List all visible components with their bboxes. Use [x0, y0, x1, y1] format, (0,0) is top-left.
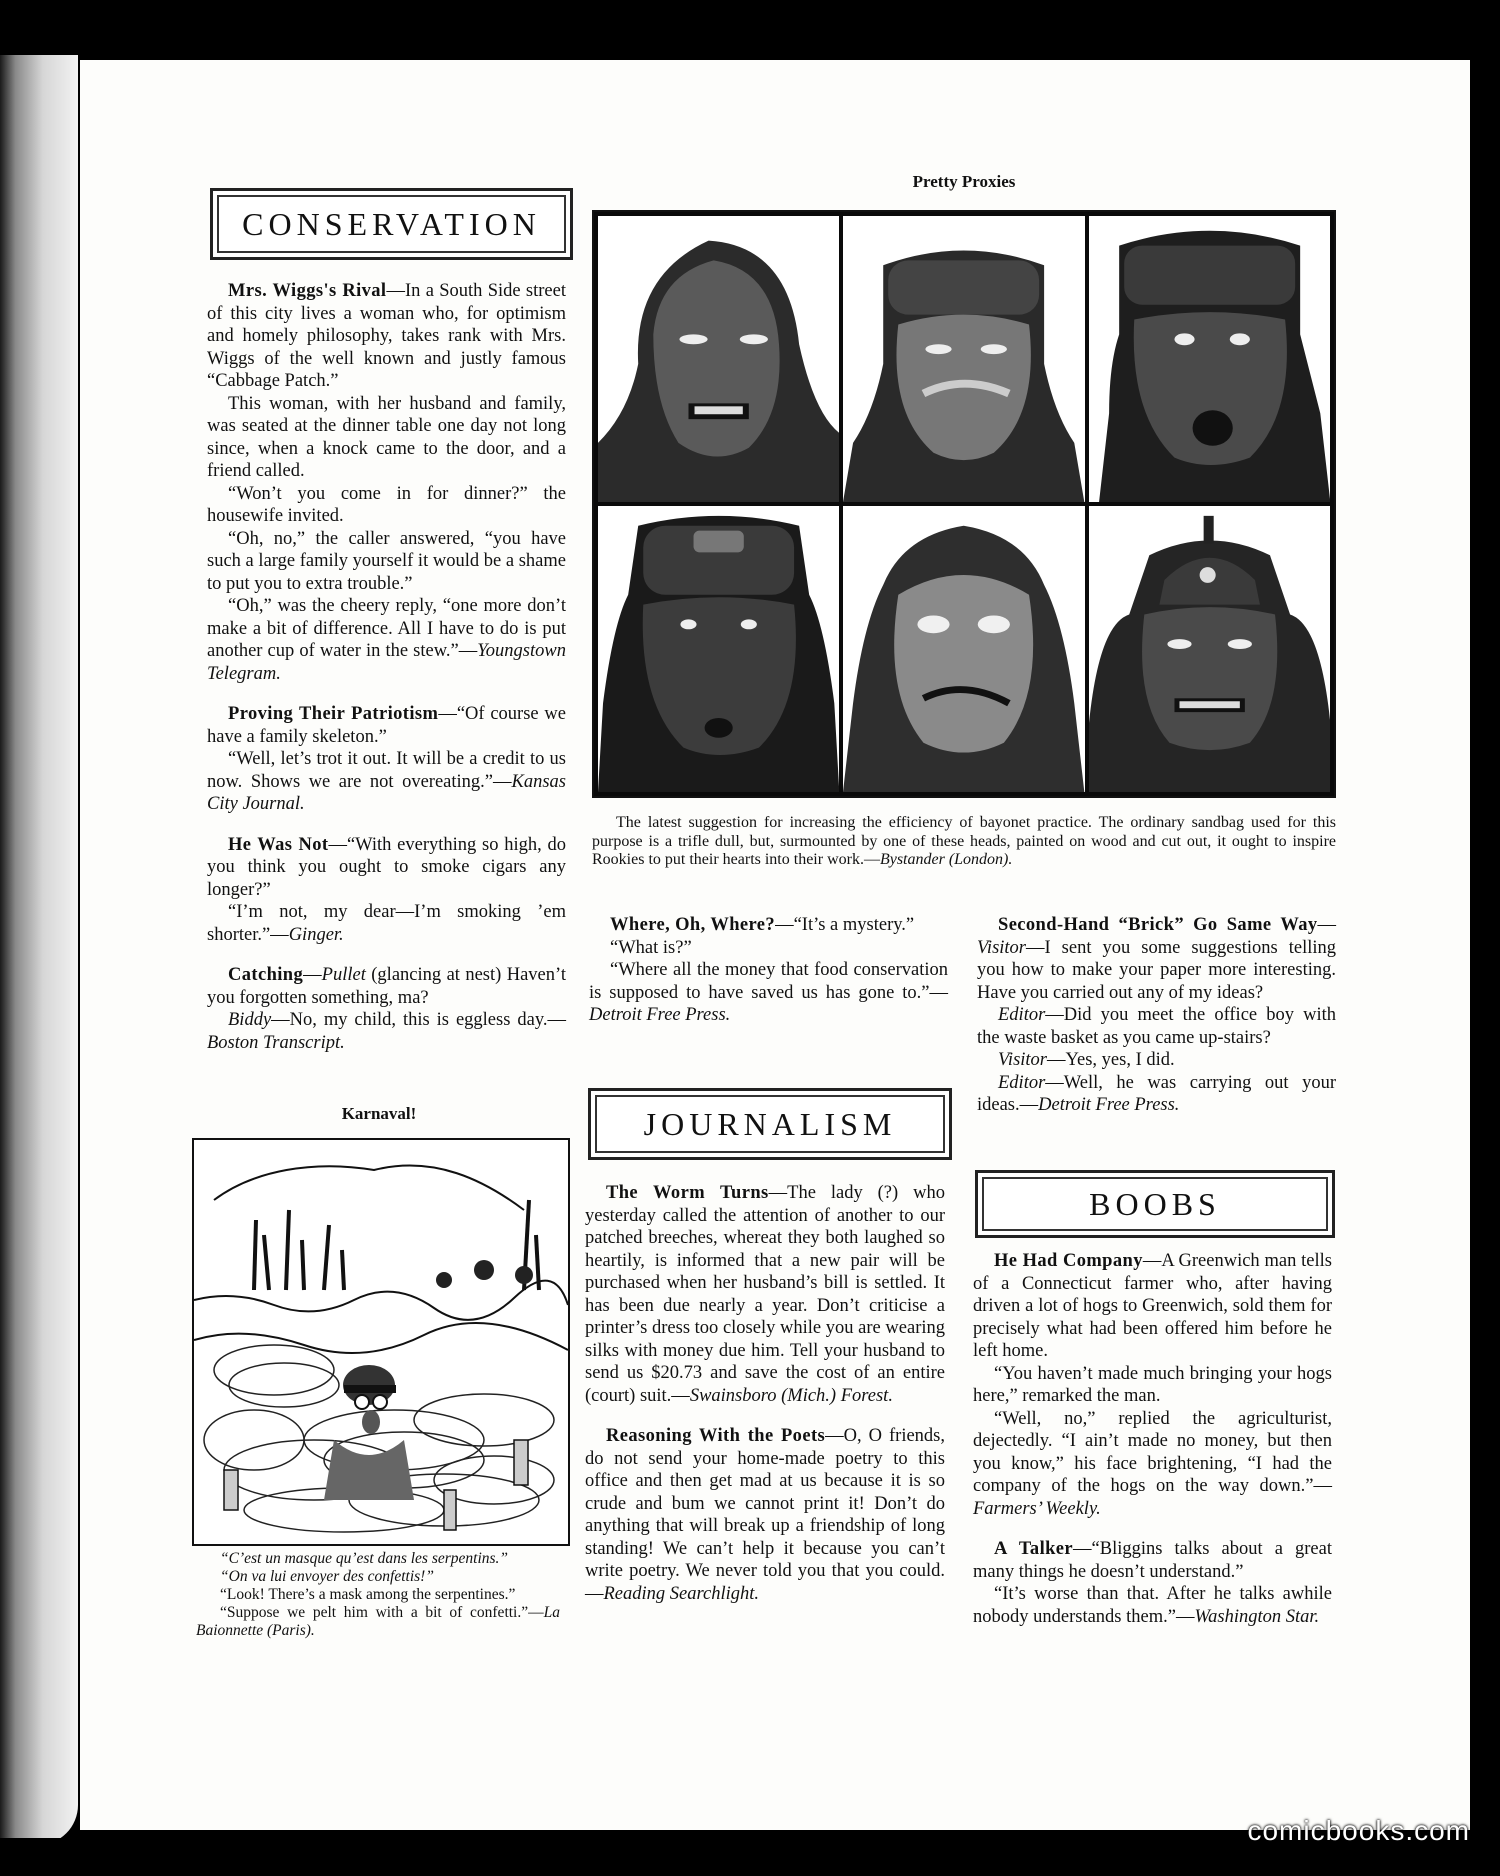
source-credit: Ginger.: [288, 924, 344, 945]
source-credit: Detroit Free Press.: [589, 1005, 731, 1025]
paragraph: “I’m not, my dear—I’m smoking ’em shorter.”—Ginger.: [207, 902, 566, 945]
source-credit: Washington Star.: [1194, 1606, 1320, 1627]
article-title: He Had Company: [994, 1251, 1143, 1271]
paragraph: “Oh, no,” the caller answered, “you have such a large family yourself it would be a shame to put you to extra trouble.”: [207, 528, 566, 594]
article-title: He Was Not: [228, 834, 329, 855]
paragraph: Editor—Well, he was carrying out your ideas.—Detroit Free Press.: [977, 1072, 1336, 1115]
karnaval-cartoon: [192, 1138, 570, 1546]
paragraph: “You haven’t made much bringing your hogs here,” remarked the man.: [973, 1363, 1332, 1406]
paragraph: “Well, no,” replied the agriculturist, dejectedly. “I ain’t made no money, but then you know,” his face brightening, “I had the company of the hogs on the way down.”—Farmers’ Weekly.: [973, 1408, 1332, 1519]
article-title: Proving Their Patriotism: [228, 704, 439, 724]
section-header-boobs: [975, 1170, 1335, 1238]
source-credit: Youngstown Telegram.: [207, 641, 566, 684]
paragraph: Editor—Did you meet the office boy with the waste basket as you came up-stairs?: [977, 1005, 1336, 1048]
karnaval-caption: “C’est un masque qu’est dans les serpentins.” “On va lui envoyer des confettis!” “Look! There’s a mask among the serpentines.” “Suppose we pelt him with a bit of confetti.”—La Baionnette (Paris).: [196, 1550, 560, 1639]
article-title: Where, Oh, Where?: [610, 915, 776, 935]
source-credit: Farmers’ Weekly.: [973, 1498, 1101, 1519]
paragraph: Biddy—No, my child, this is eggless day.—Boston Transcript.: [207, 1010, 566, 1053]
source-credit: La Baionnette (Paris).: [196, 1604, 560, 1639]
site-watermark: comicbooks.com: [1247, 1815, 1470, 1846]
article-title: Reasoning With the Poets: [606, 1426, 826, 1446]
photo-title: Pretty Proxies: [912, 172, 1016, 191]
section-title: JOURNALISM: [643, 1105, 897, 1142]
column-left: [207, 280, 566, 1054]
source-credit: Kansas City Journal.: [207, 771, 566, 814]
pretty-proxies-photos: [592, 210, 1336, 798]
column-right-lower: [973, 1250, 1332, 1628]
source-credit: Swainsboro (Mich.) Forest.: [689, 1385, 893, 1406]
proxy-head-3: [1089, 216, 1330, 502]
article-reasoning-with-poets: Reasoning With the Poets—O, O friends, do not send your home-made poetry to this office and then get mad at us because it is so crude and bum we cannot print it! Don’t do anything that will break up a friendship of long standing! We can’t help it because you can’t write poetry. We never told you that you could.—Reading Searchlight.: [585, 1426, 945, 1604]
article-mrs-wiggs: Mrs. Wiggs's Rival—In a South Side street of this city lives a woman who, for optimism and homely philosophy, takes rank with Mrs. Wiggs of the well known and justly famous “Cabbage Patch.”: [207, 281, 566, 391]
paragraph: “Well, let’s trot it out. It will be a credit to us now. Shows we are not overeating.”—Kansas City Journal.: [207, 749, 566, 814]
column-middle-lower: [585, 1182, 945, 1605]
article-title: Mrs. Wiggs's Rival: [228, 281, 387, 301]
paragraph: “Oh,” was the cheery reply, “one more don’t make a bit of difference. All I have to do is put another cup of water in the stew.”—Youngstown Telegram.: [207, 596, 566, 684]
article-a-talker: A Talker—“Bliggins talks about a great many things he doesn’t understand.”: [973, 1539, 1332, 1582]
article-second-hand-brick: Second-Hand “Brick” Go Same Way—Visitor—I sent you some suggestions telling you how to make your paper more interesting. Have you carried out any of my ideas?: [977, 915, 1336, 1003]
paragraph: “What is?”: [610, 937, 692, 958]
source-credit: Boston Transcript.: [207, 1032, 345, 1053]
article-title: Catching: [228, 965, 304, 985]
article-title: The Worm Turns: [606, 1183, 769, 1203]
section-title: BOOBS: [1089, 1185, 1221, 1222]
proxy-head-6: [1089, 506, 1330, 792]
column-middle: [589, 914, 948, 1027]
cartoon-title: Karnaval!: [341, 1104, 417, 1123]
article-he-was-not: He Was Not—“With everything so high, do you think you ought to smoke cigars any longer?”: [207, 834, 566, 900]
source-credit: Detroit Free Press.: [1038, 1095, 1180, 1115]
section-header-journalism: [588, 1088, 952, 1160]
article-where-oh-where: Where, Oh, Where?—“It’s a mystery.”: [610, 915, 915, 935]
article-patriotism: Proving Their Patriotism—“Of course we have a family skeleton.”: [207, 704, 566, 747]
source-credit: Reading Searchlight.: [603, 1583, 760, 1604]
article-title: A Talker: [994, 1539, 1074, 1559]
proxies-caption: The latest suggestion for increasing the efficiency of bayonet practice. The ordinary sandbag used for this purpose is a trifle dull, but, surmounted by one of these heads, painted on wood and cut out, it ought to inspire Rookies to put their hearts into their work.—Bystander (London).: [592, 814, 1336, 868]
proxy-head-4: [598, 506, 839, 792]
section-header-conservation: [210, 188, 573, 260]
proxy-head-2: [843, 216, 1084, 502]
proxy-head-5: [843, 506, 1084, 792]
section-title: CONSERVATION: [242, 205, 541, 242]
paragraph: “It’s worse than that. After he talks awhile nobody understands them.”—Washington Star.: [973, 1584, 1332, 1627]
paragraph: This woman, with her husband and family, was seated at the dinner table one day not long since, when a knock came to the door, and a friend called.: [207, 393, 566, 481]
source-credit: Bystander (London).: [879, 851, 1013, 868]
proxy-head-1: [598, 216, 839, 502]
article-worm-turns: The Worm Turns—The lady (?) who yesterday called the attention of another to our patched breeches, whereat they both laughed so heartily, is informed that a new pair will be purchased when her husband’s bill is settled. It has been due nearly a year. Don’t criticise a printer’s dress too closely while you are wearing silks with money due him. Tell your husband to send us $20.73 and save the cost of an entire (court) suit.—Swainsboro (Mich.) Forest.: [585, 1183, 945, 1406]
paragraph: “Won’t you come in for dinner?” the housewife invited.: [207, 483, 566, 526]
article-catching: Catching—Pullet (glancing at nest) Haven’t you forgotten something, ma?: [207, 965, 566, 1008]
article-title: Second-Hand “Brick” Go Same Way: [998, 915, 1318, 935]
article-had-company: He Had Company—A Greenwich man tells of a Connecticut farmer who, after having driven a lot of hogs to Greenwich, sold them for precisely what had been offered him before he left home.: [973, 1251, 1332, 1361]
paragraph: “Where all the money that food conservation is supposed to have saved us has gone to.”—Detroit Free Press.: [589, 960, 948, 1025]
facing-page-edge: [0, 55, 78, 1845]
paragraph: Visitor—Yes, yes, I did.: [998, 1050, 1175, 1070]
column-right: [977, 914, 1336, 1117]
